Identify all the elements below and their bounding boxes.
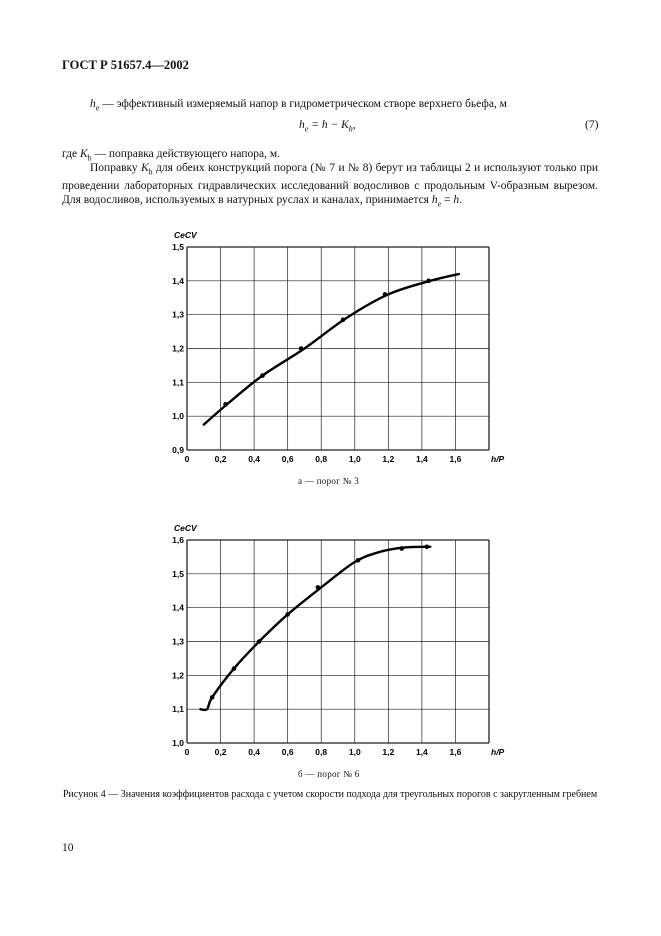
chart-a (160, 222, 510, 467)
y-axis-label: CeCV (174, 523, 197, 533)
y-tick-label: 1,0 (172, 411, 184, 422)
data-point (316, 585, 321, 590)
x-tick-label: 1,0 (348, 454, 361, 464)
x-tick-label: 0,4 (248, 454, 261, 464)
x-tick-label: 0,8 (315, 747, 328, 757)
y-tick-label: 1,4 (172, 602, 184, 613)
x-tick-label: 1,4 (415, 454, 428, 464)
y-tick-label: 1,3 (172, 309, 184, 320)
y-tick-label: 1,5 (172, 242, 184, 252)
data-point (257, 639, 262, 644)
definition-kh: где $K_h$ — поправка действующего напора, м. (62, 148, 281, 163)
x-tick-label: 0 (184, 454, 190, 464)
chart-a-caption: а — порог № 3 (298, 476, 359, 486)
x-tick-label: 0,4 (248, 747, 261, 757)
x-axis-label: h/P (491, 747, 505, 757)
x-axis-label: h/P (491, 454, 505, 464)
data-point (356, 558, 361, 563)
x-tick-label: 1,2 (382, 747, 395, 757)
data-point (383, 292, 388, 297)
data-point (299, 346, 304, 351)
y-axis-label: CeCV (174, 230, 197, 240)
chart-b (160, 515, 510, 760)
y-tick-label: 1,5 (172, 568, 184, 579)
y-tick-label: 1,1 (172, 704, 184, 715)
x-tick-label: 1,0 (348, 747, 361, 757)
y-tick-label: 1,4 (172, 275, 184, 286)
figure-caption: Рисунок 4 — Значения коэффициентов расхода с учетом скорости подхода для треугольных порогов с закругленным гребнем (62, 789, 598, 800)
y-tick-label: 1,3 (172, 636, 184, 647)
paragraph: Поправку $K_h$ для обеих конструкций порога (№ 7 и № 8) берут из таблицы 2 и используют только при проведении лабораторных гидравлических исследований водосливов с продольным V-образным вырезом. Для водосливов, используемых в натурных руслах и каналах, принимается $h_e = h$. (62, 162, 598, 209)
data-point (399, 546, 404, 551)
x-tick-label: 1,4 (415, 747, 428, 757)
y-tick-label: 1,2 (172, 343, 184, 354)
y-tick-label: 1,2 (172, 670, 184, 681)
definition-he: $h_e$ — эффективный измеряемый напор в гидрометрическом створе верхнего бьефа, м (90, 98, 507, 113)
data-point (232, 666, 237, 671)
x-tick-label: 1,6 (449, 454, 462, 464)
page-number: 10 (62, 842, 74, 854)
data-point (285, 612, 290, 617)
chart-b-caption: б — порог № 6 (298, 769, 360, 779)
data-point (260, 373, 265, 378)
formula: $h_e = h - K_h$, (299, 119, 356, 134)
x-tick-label: 0,2 (214, 454, 227, 464)
x-tick-label: 0 (184, 747, 190, 757)
x-tick-label: 1,6 (449, 747, 462, 757)
x-tick-label: 0,8 (315, 454, 328, 464)
y-tick-label: 0,9 (172, 445, 184, 455)
data-point (210, 695, 215, 700)
formula-number: (7) (585, 119, 599, 131)
series-curve (200, 547, 430, 710)
data-point (223, 402, 228, 407)
series-curve (204, 274, 459, 425)
x-tick-label: 0,2 (214, 747, 227, 757)
y-tick-label: 1,6 (172, 535, 184, 545)
data-point (426, 279, 431, 284)
x-tick-label: 0,6 (281, 454, 294, 464)
data-point (425, 544, 430, 549)
y-tick-label: 1,0 (172, 738, 184, 748)
document-header: ГОСТ Р 51657.4—2002 (62, 58, 189, 72)
x-tick-label: 1,2 (382, 454, 395, 464)
y-tick-label: 1,1 (172, 377, 184, 388)
data-point (341, 317, 346, 322)
x-tick-label: 0,6 (281, 747, 294, 757)
